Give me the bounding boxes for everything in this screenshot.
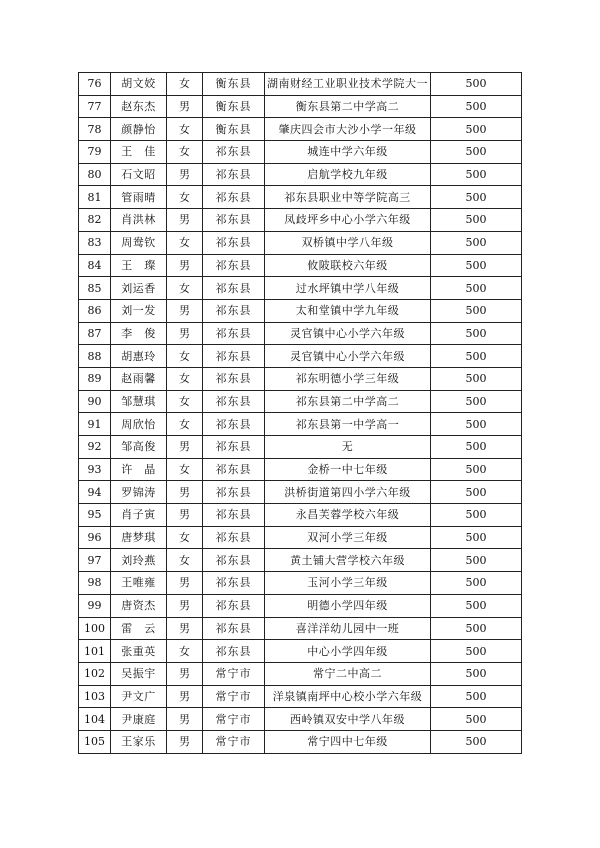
cell-county: 衡东县 <box>203 118 265 141</box>
cell-name: 刘一发 <box>111 299 167 322</box>
cell-school: 黄土铺大营学校六年级 <box>265 549 431 572</box>
table-row <box>79 708 522 731</box>
cell-county: 常宁市 <box>203 685 265 708</box>
cell-number: 91 <box>79 413 111 436</box>
table-row <box>79 730 522 753</box>
cell-county: 祁东县 <box>203 504 265 527</box>
cell-amount: 500 <box>431 481 522 504</box>
cell-name: 吴振宇 <box>111 662 167 685</box>
table-row <box>79 345 522 368</box>
cell-amount: 500 <box>431 685 522 708</box>
cell-county: 衡东县 <box>203 73 265 96</box>
cell-name: 许 晶 <box>111 458 167 481</box>
cell-school: 祁东明德小学三年级 <box>265 367 431 390</box>
cell-county: 衡东县 <box>203 95 265 118</box>
cell-number: 84 <box>79 254 111 277</box>
cell-name: 罗锦涛 <box>111 481 167 504</box>
cell-amount: 500 <box>431 390 522 413</box>
cell-amount: 500 <box>431 73 522 96</box>
cell-amount: 500 <box>431 118 522 141</box>
cell-amount: 500 <box>431 95 522 118</box>
cell-gender: 男 <box>167 481 203 504</box>
cell-name: 肖洪林 <box>111 209 167 232</box>
cell-gender: 女 <box>167 367 203 390</box>
cell-number: 104 <box>79 708 111 731</box>
cell-gender: 女 <box>167 118 203 141</box>
cell-amount: 500 <box>431 163 522 186</box>
cell-amount: 500 <box>431 186 522 209</box>
table-row <box>79 367 522 390</box>
cell-school: 双桥镇中学八年级 <box>265 231 431 254</box>
cell-county: 常宁市 <box>203 708 265 731</box>
cell-school: 灵官镇中心小学六年级 <box>265 322 431 345</box>
cell-name: 邹高俊 <box>111 436 167 459</box>
cell-school: 启航学校九年级 <box>265 163 431 186</box>
cell-number: 90 <box>79 390 111 413</box>
cell-amount: 500 <box>431 209 522 232</box>
cell-school: 过水坪镇中学八年级 <box>265 277 431 300</box>
cell-amount: 500 <box>431 504 522 527</box>
table-row <box>79 73 522 96</box>
cell-number: 99 <box>79 594 111 617</box>
cell-amount: 500 <box>431 277 522 300</box>
cell-amount: 500 <box>431 640 522 663</box>
cell-number: 98 <box>79 572 111 595</box>
cell-school: 无 <box>265 436 431 459</box>
cell-amount: 500 <box>431 594 522 617</box>
table-row <box>79 209 522 232</box>
table-row <box>79 617 522 640</box>
cell-gender: 男 <box>167 163 203 186</box>
table-row <box>79 436 522 459</box>
cell-name: 尹康庭 <box>111 708 167 731</box>
cell-number: 85 <box>79 277 111 300</box>
cell-county: 祁东县 <box>203 390 265 413</box>
cell-county: 祁东县 <box>203 526 265 549</box>
table-row <box>79 549 522 572</box>
cell-name: 李 俊 <box>111 322 167 345</box>
cell-number: 83 <box>79 231 111 254</box>
cell-gender: 男 <box>167 436 203 459</box>
table-row <box>79 526 522 549</box>
cell-county: 祁东县 <box>203 481 265 504</box>
cell-name: 雷 云 <box>111 617 167 640</box>
cell-gender: 男 <box>167 504 203 527</box>
cell-amount: 500 <box>431 141 522 164</box>
table-row <box>79 141 522 164</box>
cell-county: 常宁市 <box>203 730 265 753</box>
table-row <box>79 572 522 595</box>
cell-school: 玉河小学三年级 <box>265 572 431 595</box>
cell-gender: 女 <box>167 640 203 663</box>
cell-name: 王家乐 <box>111 730 167 753</box>
table-row <box>79 662 522 685</box>
table-row <box>79 390 522 413</box>
cell-number: 96 <box>79 526 111 549</box>
student-aid-table <box>78 72 522 754</box>
cell-county: 祁东县 <box>203 141 265 164</box>
table-row <box>79 231 522 254</box>
cell-name: 刘玲燕 <box>111 549 167 572</box>
cell-gender: 女 <box>167 345 203 368</box>
cell-gender: 女 <box>167 231 203 254</box>
cell-amount: 500 <box>431 322 522 345</box>
cell-number: 76 <box>79 73 111 96</box>
cell-name: 张重英 <box>111 640 167 663</box>
cell-amount: 500 <box>431 299 522 322</box>
cell-name: 胡文姣 <box>111 73 167 96</box>
cell-county: 祁东县 <box>203 572 265 595</box>
cell-name: 赵雨馨 <box>111 367 167 390</box>
cell-school: 金桥一中七年级 <box>265 458 431 481</box>
cell-gender: 女 <box>167 390 203 413</box>
cell-name: 刘运香 <box>111 277 167 300</box>
cell-school: 城连中学六年级 <box>265 141 431 164</box>
cell-school: 喜洋洋幼儿园中一班 <box>265 617 431 640</box>
cell-name: 邹慧琪 <box>111 390 167 413</box>
cell-name: 唐梦琪 <box>111 526 167 549</box>
table-row <box>79 322 522 345</box>
table-row <box>79 685 522 708</box>
cell-amount: 500 <box>431 572 522 595</box>
table-body <box>79 73 522 754</box>
cell-number: 81 <box>79 186 111 209</box>
cell-gender: 男 <box>167 299 203 322</box>
cell-number: 97 <box>79 549 111 572</box>
cell-county: 祁东县 <box>203 436 265 459</box>
cell-county: 祁东县 <box>203 458 265 481</box>
table-row <box>79 504 522 527</box>
cell-amount: 500 <box>431 367 522 390</box>
cell-school: 祁东县第二中学高二 <box>265 390 431 413</box>
cell-name: 胡惠玲 <box>111 345 167 368</box>
cell-school: 灵官镇中心小学六年级 <box>265 345 431 368</box>
cell-county: 祁东县 <box>203 231 265 254</box>
cell-school: 永昌芙蓉学校六年级 <box>265 504 431 527</box>
cell-amount: 500 <box>431 617 522 640</box>
cell-number: 87 <box>79 322 111 345</box>
cell-school: 衡东县第二中学高二 <box>265 95 431 118</box>
cell-county: 祁东县 <box>203 617 265 640</box>
cell-gender: 女 <box>167 277 203 300</box>
table-row <box>79 413 522 436</box>
cell-amount: 500 <box>431 708 522 731</box>
cell-gender: 男 <box>167 617 203 640</box>
cell-county: 祁东县 <box>203 254 265 277</box>
cell-school: 肇庆四会市大沙小学一年级 <box>265 118 431 141</box>
table-row <box>79 163 522 186</box>
cell-county: 常宁市 <box>203 662 265 685</box>
cell-amount: 500 <box>431 549 522 572</box>
cell-name: 管雨晴 <box>111 186 167 209</box>
cell-name: 周欣怡 <box>111 413 167 436</box>
cell-gender: 女 <box>167 141 203 164</box>
cell-number: 80 <box>79 163 111 186</box>
cell-number: 79 <box>79 141 111 164</box>
cell-school: 祁东县职业中等学院高三 <box>265 186 431 209</box>
cell-gender: 男 <box>167 594 203 617</box>
cell-name: 肖子寅 <box>111 504 167 527</box>
cell-school: 洋泉镇南坪中心校小学六年级 <box>265 685 431 708</box>
cell-gender: 女 <box>167 73 203 96</box>
cell-county: 祁东县 <box>203 549 265 572</box>
table-row <box>79 254 522 277</box>
cell-county: 祁东县 <box>203 186 265 209</box>
cell-amount: 500 <box>431 662 522 685</box>
cell-county: 祁东县 <box>203 345 265 368</box>
cell-name: 尹文广 <box>111 685 167 708</box>
cell-name: 颜静怡 <box>111 118 167 141</box>
cell-amount: 500 <box>431 254 522 277</box>
cell-school: 太和堂镇中学九年级 <box>265 299 431 322</box>
cell-gender: 男 <box>167 685 203 708</box>
cell-school: 攸陂联校六年级 <box>265 254 431 277</box>
cell-school: 凤歧坪乡中心小学六年级 <box>265 209 431 232</box>
cell-gender: 男 <box>167 254 203 277</box>
table-row <box>79 277 522 300</box>
cell-county: 祁东县 <box>203 322 265 345</box>
cell-gender: 男 <box>167 708 203 731</box>
cell-gender: 女 <box>167 186 203 209</box>
cell-amount: 500 <box>431 231 522 254</box>
cell-number: 103 <box>79 685 111 708</box>
table-row <box>79 118 522 141</box>
cell-number: 89 <box>79 367 111 390</box>
table-row <box>79 186 522 209</box>
cell-county: 祁东县 <box>203 209 265 232</box>
cell-gender: 男 <box>167 209 203 232</box>
cell-number: 82 <box>79 209 111 232</box>
cell-county: 祁东县 <box>203 594 265 617</box>
cell-amount: 500 <box>431 345 522 368</box>
cell-number: 77 <box>79 95 111 118</box>
cell-name: 唐资杰 <box>111 594 167 617</box>
cell-amount: 500 <box>431 413 522 436</box>
table-row <box>79 299 522 322</box>
table-row <box>79 594 522 617</box>
cell-name: 王 佳 <box>111 141 167 164</box>
cell-number: 102 <box>79 662 111 685</box>
cell-number: 95 <box>79 504 111 527</box>
cell-name: 周鸯钦 <box>111 231 167 254</box>
cell-number: 100 <box>79 617 111 640</box>
cell-gender: 男 <box>167 322 203 345</box>
cell-gender: 男 <box>167 730 203 753</box>
cell-amount: 500 <box>431 458 522 481</box>
cell-school: 常宁四中七年级 <box>265 730 431 753</box>
cell-name: 石文昭 <box>111 163 167 186</box>
cell-school: 明德小学四年级 <box>265 594 431 617</box>
cell-school: 常宁二中高二 <box>265 662 431 685</box>
cell-number: 78 <box>79 118 111 141</box>
cell-school: 湖南财经工业职业技术学院大一 <box>265 73 431 96</box>
table-row <box>79 640 522 663</box>
cell-county: 祁东县 <box>203 367 265 390</box>
cell-school: 中心小学四年级 <box>265 640 431 663</box>
cell-county: 祁东县 <box>203 163 265 186</box>
cell-gender: 女 <box>167 526 203 549</box>
cell-school: 祁东县第一中学高一 <box>265 413 431 436</box>
cell-number: 105 <box>79 730 111 753</box>
cell-county: 祁东县 <box>203 299 265 322</box>
cell-gender: 男 <box>167 95 203 118</box>
cell-county: 祁东县 <box>203 640 265 663</box>
cell-number: 86 <box>79 299 111 322</box>
cell-gender: 男 <box>167 662 203 685</box>
cell-name: 赵东杰 <box>111 95 167 118</box>
cell-gender: 男 <box>167 572 203 595</box>
table-row <box>79 95 522 118</box>
cell-gender: 女 <box>167 413 203 436</box>
cell-school: 双河小学三年级 <box>265 526 431 549</box>
cell-gender: 女 <box>167 458 203 481</box>
cell-number: 101 <box>79 640 111 663</box>
cell-name: 王 璨 <box>111 254 167 277</box>
cell-gender: 女 <box>167 549 203 572</box>
cell-number: 88 <box>79 345 111 368</box>
cell-name: 王唯雍 <box>111 572 167 595</box>
table-row <box>79 481 522 504</box>
cell-school: 洪桥街道第四小学六年级 <box>265 481 431 504</box>
cell-number: 93 <box>79 458 111 481</box>
table-row <box>79 458 522 481</box>
cell-amount: 500 <box>431 436 522 459</box>
cell-county: 祁东县 <box>203 413 265 436</box>
cell-county: 祁东县 <box>203 277 265 300</box>
cell-number: 92 <box>79 436 111 459</box>
cell-amount: 500 <box>431 730 522 753</box>
cell-school: 西岭镇双安中学八年级 <box>265 708 431 731</box>
cell-amount: 500 <box>431 526 522 549</box>
cell-number: 94 <box>79 481 111 504</box>
